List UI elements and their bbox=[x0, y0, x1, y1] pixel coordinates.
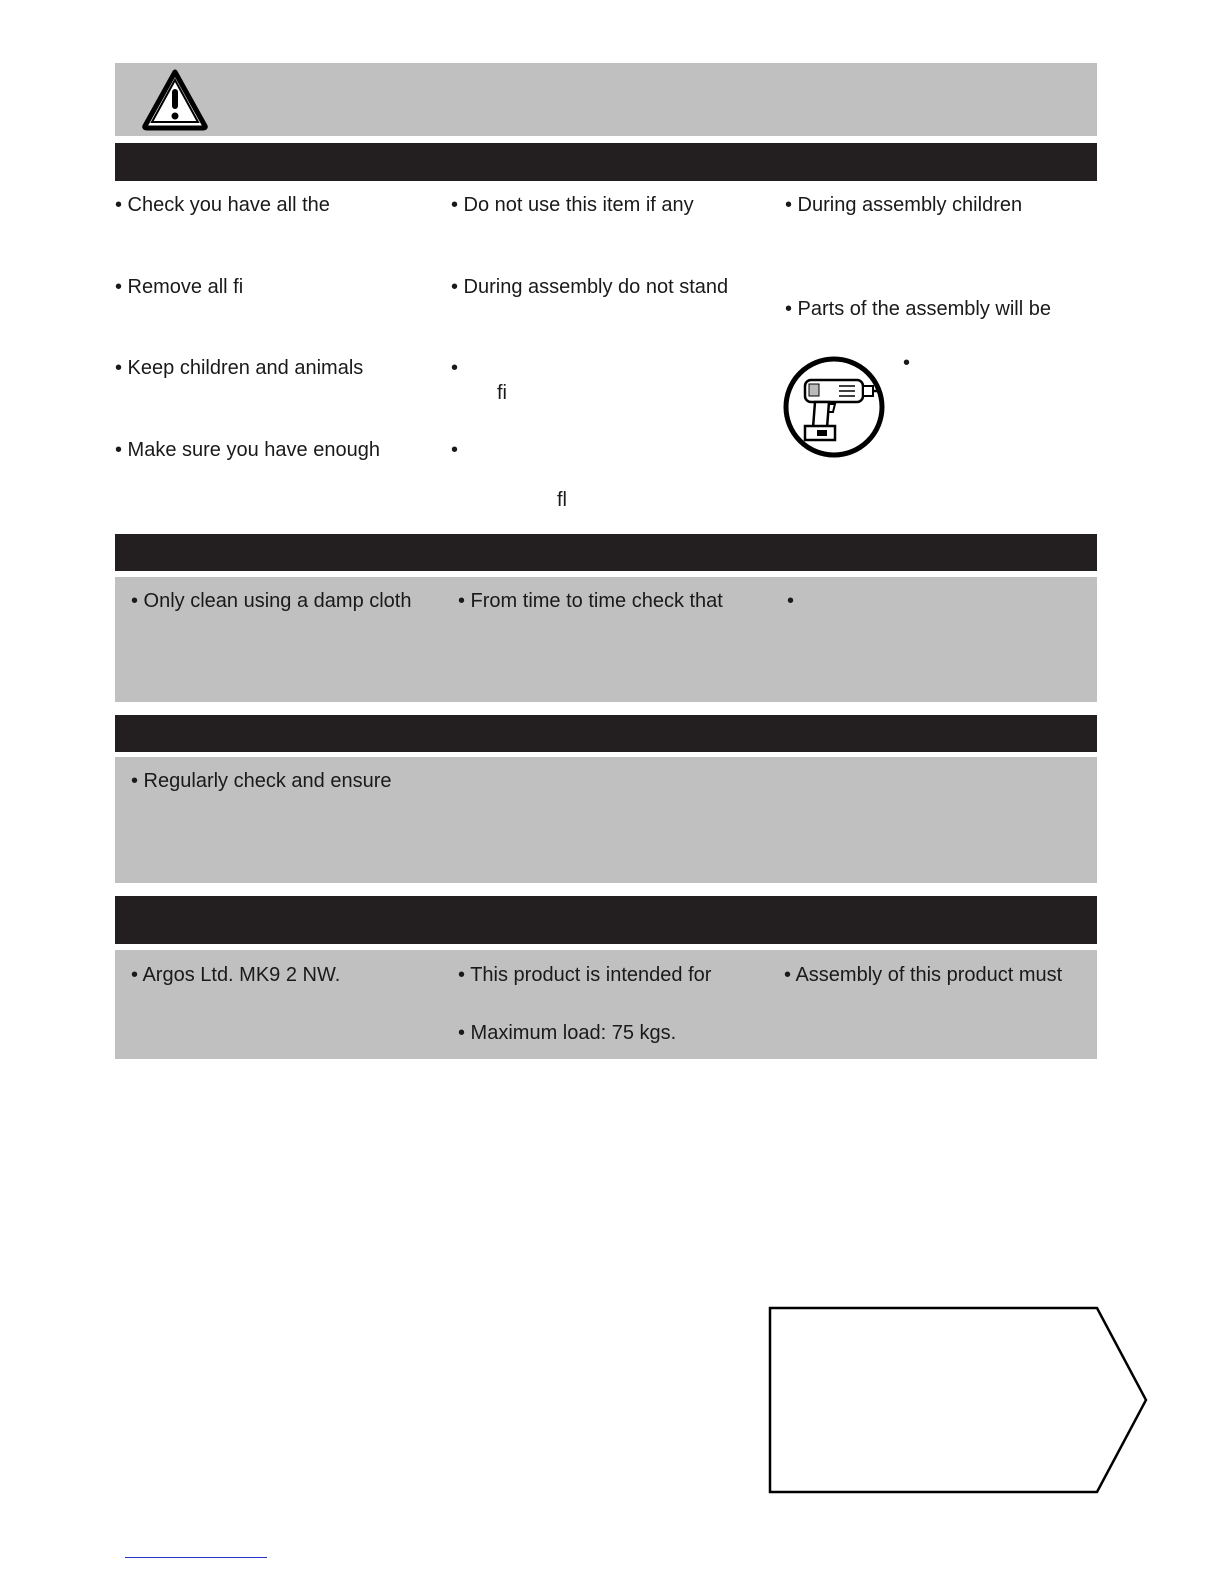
list-item: • Parts of the assembly will be bbox=[785, 298, 1051, 320]
list-item: • Make sure you have enough bbox=[115, 439, 380, 461]
list-item: • Assembly of this product must bbox=[784, 964, 1063, 986]
section-bar-care bbox=[115, 534, 1097, 571]
list-item: • During assembly children bbox=[785, 194, 1023, 216]
list-item: • Do not use this item if any bbox=[451, 194, 694, 216]
list-item: • bbox=[903, 352, 911, 374]
list-item: • Remove all fi bbox=[115, 276, 244, 298]
list-item: • Maximum load: 75 kgs. bbox=[458, 1022, 677, 1044]
info-panel bbox=[115, 950, 1097, 1059]
list-item: • Keep children and animals bbox=[115, 357, 364, 379]
list-item: • During assembly do not stand bbox=[451, 276, 729, 298]
section-bar-safety bbox=[115, 143, 1097, 181]
list-item: • Only clean using a damp cloth bbox=[131, 590, 412, 612]
section-bar-info bbox=[115, 896, 1097, 944]
list-item: • Check you have all the bbox=[115, 194, 330, 216]
list-item: • bbox=[451, 357, 459, 379]
warning-header-band bbox=[115, 63, 1097, 136]
list-item: • Regularly check and ensure bbox=[131, 770, 392, 792]
list-item: • Argos Ltd. MK9 2 NW. bbox=[131, 964, 341, 986]
section-bar-maintenance bbox=[115, 715, 1097, 752]
link-underline bbox=[125, 1557, 267, 1558]
maintenance-panel bbox=[115, 757, 1097, 883]
list-item: • bbox=[451, 439, 459, 461]
list-item: • From time to time check that bbox=[458, 590, 723, 612]
warning-triangle-icon bbox=[141, 68, 209, 132]
list-item-fragment: fi bbox=[497, 382, 507, 404]
arrow-tab-shape bbox=[768, 1306, 1150, 1496]
list-item: • bbox=[787, 590, 795, 612]
list-item: • This product is intended for bbox=[458, 964, 712, 986]
power-drill-icon bbox=[783, 356, 885, 458]
list-item-fragment: fl bbox=[557, 489, 567, 511]
care-panel bbox=[115, 577, 1097, 702]
